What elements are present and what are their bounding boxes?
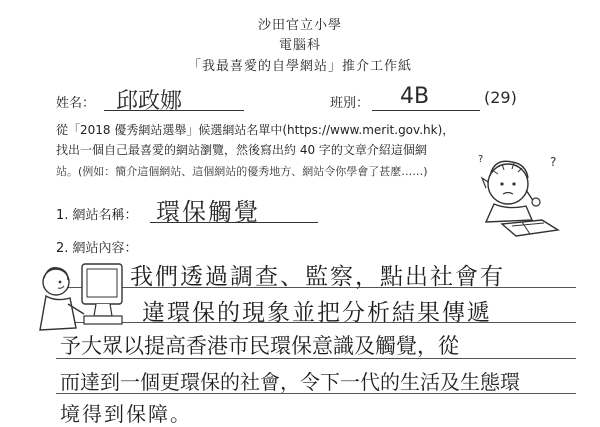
name-label: 姓名： [56,96,96,111]
instruction-line-3: 站。(例如：簡介這個網站、這個網站的優秀地方、網站令你學會了甚麼……) [56,165,428,178]
answer-line-2: 違環保的現象並把分析結果傳遞 [142,300,492,326]
instruction-line-1: 從「2018 優秀網站選舉」候選網站名單中(https://www.merit.gov.hk)， [56,123,455,137]
thinking-child-illustration [472,150,572,246]
website-name-underline [150,222,318,223]
answer-rule-3 [56,358,576,359]
svg-text:?: ? [550,155,557,169]
answer-rule-4 [56,393,576,394]
website-name-label: 1. 網站名稱： [56,208,138,223]
website-name-answer: 環保觸覺 [156,198,260,226]
answer-rule-2 [56,322,576,323]
subject-name: 電腦科 [278,38,321,53]
school-name: 沙田官立小學 [257,18,342,33]
class-underline [372,110,480,111]
class-value: 4B [400,84,430,109]
worksheet-title: 「我最喜愛的自學網站」推介工作紙 [187,59,412,74]
answer-line-5: 境得到保障。 [60,402,192,426]
class-label: 班別： [330,96,370,111]
class-number: (29) [484,88,517,107]
answer-line-3: 予大眾以提高香港市民環保意識及觸覺，從 [60,334,459,358]
answer-line-1: 我們透過調查、監察，點出社會有 [130,264,505,290]
child-computer-illustration [34,258,128,344]
instruction-line-2: 找出一個自己最喜愛的網站瀏覽，然後寫出約 40 字的文章介紹這個網 [56,143,427,157]
answer-rule-1 [56,287,576,288]
svg-text:?: ? [478,154,484,165]
name-underline [104,110,244,111]
answer-line-4: 而達到一個更環保的社會，令下一代的生活及生態環 [60,370,520,394]
website-content-label: 2. 網站內容： [56,241,138,256]
name-value: 邱政娜 [116,89,183,114]
